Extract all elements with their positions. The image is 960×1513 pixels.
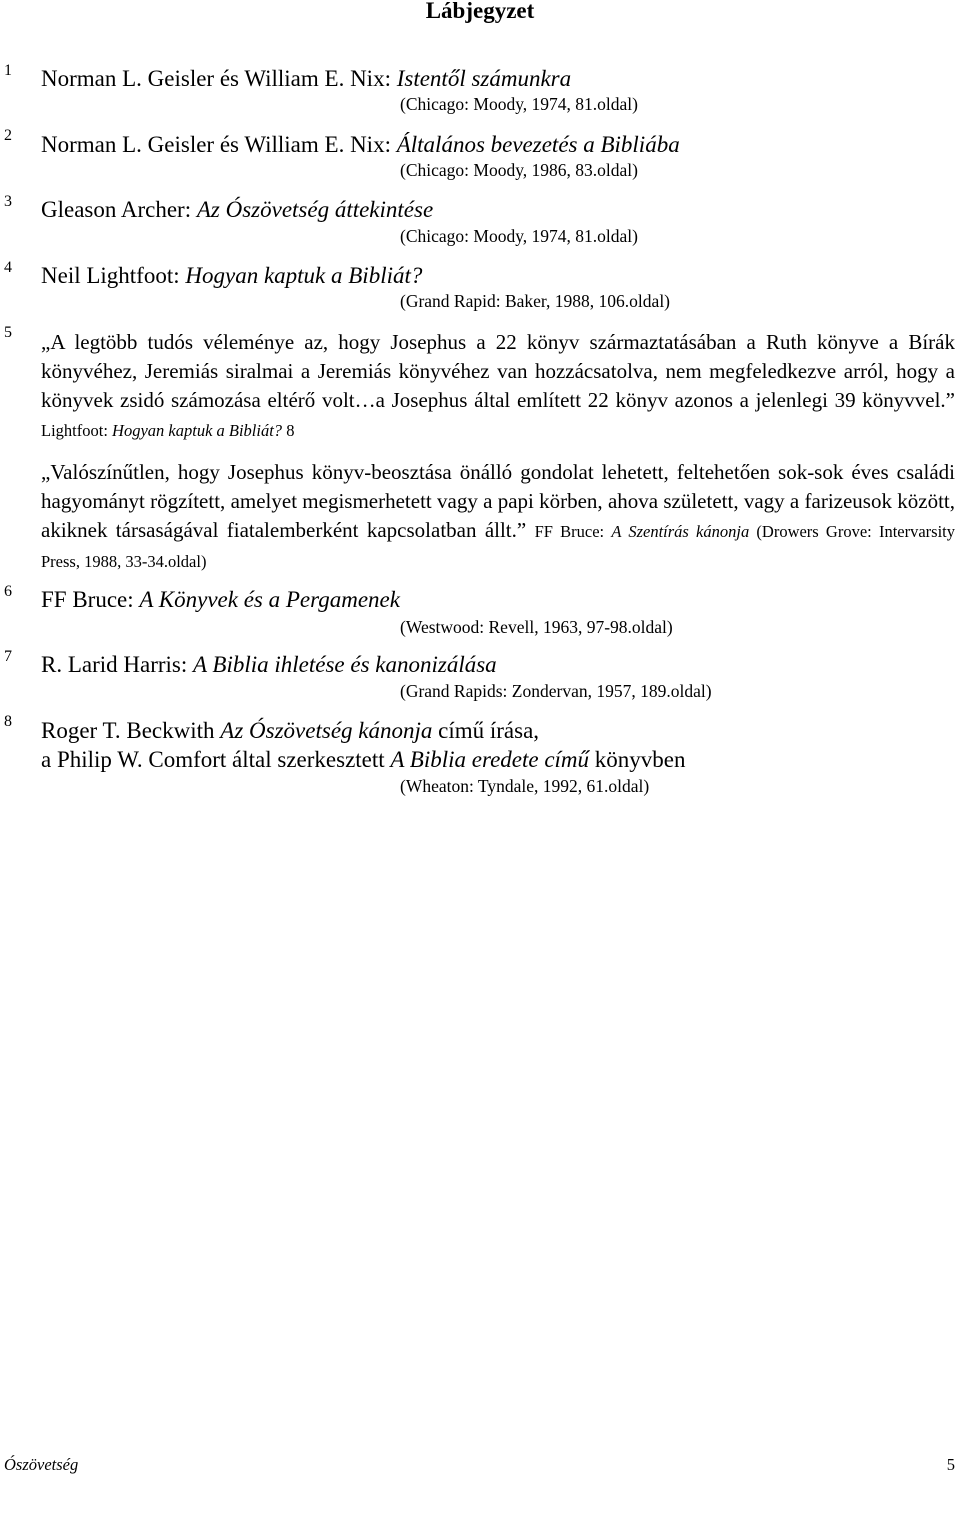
footnote-number: 3 (4, 193, 12, 210)
footnote-citation (41, 652, 497, 678)
work-title: A Könyvek és a Pergamenek (139, 587, 400, 612)
work-title: Az Ószövetség kánonja (220, 718, 433, 743)
author: Roger T. Beckwith (41, 718, 221, 743)
footnote-citation (41, 132, 680, 158)
footnote-number: 5 (4, 324, 12, 341)
work-title: A Biblia ihletése és kanonizálása (193, 652, 497, 677)
footnote-citation (41, 263, 422, 289)
publication-info: (Westwood: Revell, 1963, 97-98.oldal) (400, 617, 673, 637)
work-title: A Szentírás kánonja (611, 522, 750, 541)
footnote-citation: Roger T. Beckwith Az Ószövetség kánonja című írása, (41, 718, 540, 743)
author: FF Bruce: (41, 587, 140, 612)
footnote-number: 8 (4, 713, 12, 730)
work-title: Az Ószövetség áttekintése (196, 197, 434, 222)
footnote-number: 7 (4, 648, 12, 665)
footnote-number: 1 (4, 62, 12, 79)
footnote-citation (41, 197, 433, 223)
quote-text: „Valószínűtlen, hogy Josephus könyv-beosztása önálló gondolat lehetett, feltehetően sok-sok éves családi hagyományt rögzített, amelyet megismerhetett vagy a papi körben, ahova született, vagy a farizeusok között, akiknek társaságával fiatalemberként kapcsolatban állt.” (41, 460, 955, 542)
work-title: Általános bevezetés a Bibliába (396, 132, 680, 157)
publication-info: (Grand Rapid: Baker, 1988, 106.oldal) (400, 291, 671, 311)
page-number: 5 (946, 1455, 955, 1474)
quote-source: Lightfoot: Hogyan kaptuk a Bibliát? 8 (41, 421, 295, 440)
work-title: A Biblia eredete című (390, 747, 590, 772)
publication-info: (Chicago: Moody, 1974, 81.oldal) (400, 226, 639, 246)
footnote-citation-continued: a Philip W. Comfort által szerkesztett A Biblia eredete című könyvben (41, 747, 686, 772)
publication-info: (Chicago: Moody, 1974, 81.oldal) (400, 94, 639, 114)
footnote-number: 4 (4, 259, 12, 276)
quote-source: FF Bruce: A Szentírás kánonja (Drowers Grove: Intervarsity Press, 1988, 33-34.oldal) (41, 522, 956, 571)
author: Norman L. Geisler és William E. Nix: (41, 66, 397, 91)
quote-paragraph (41, 328, 955, 445)
author: R. Larid Harris: (41, 652, 194, 677)
author: Norman L. Geisler és William E. Nix: (41, 132, 397, 157)
publication-info: (Wheaton: Tyndale, 1992, 61.oldal) (400, 776, 650, 796)
publication-info: (Chicago: Moody, 1986, 83.oldal) (400, 160, 639, 180)
footnote-citation (41, 587, 400, 613)
quote-paragraph (41, 458, 955, 576)
footer-section-title: Ószövetség (4, 1455, 79, 1474)
page-title: Lábjegyzet (425, 0, 535, 23)
author: Gleason Archer: (41, 197, 197, 222)
work-title: Hogyan kaptuk a Bibliát? (112, 421, 283, 440)
footnote-number: 2 (4, 127, 12, 144)
footnote-citation (41, 66, 571, 92)
quote-text: „A legtöbb tudós véleménye az, hogy Josephus a 22 könyv származtatásában a Ruth könyve a Bírák könyvéhez, Jeremiás siralmai a Jeremiás könyvéhez van hozzácsatolva, nem megfeledkezve arról, hogy a könyvek zsidó számozása eltérő volt…a Josephus által említett 22 könyv azonos a jelenlegi 39 könyvvel.” (41, 330, 955, 412)
publication-info: (Grand Rapids: Zondervan, 1957, 189.oldal) (400, 681, 712, 701)
work-title: Hogyan kaptuk a Bibliát? (185, 263, 423, 288)
author: Neil Lightfoot: (41, 263, 186, 288)
footnote-number: 6 (4, 583, 12, 600)
work-title: Istentől számunkra (396, 66, 572, 91)
